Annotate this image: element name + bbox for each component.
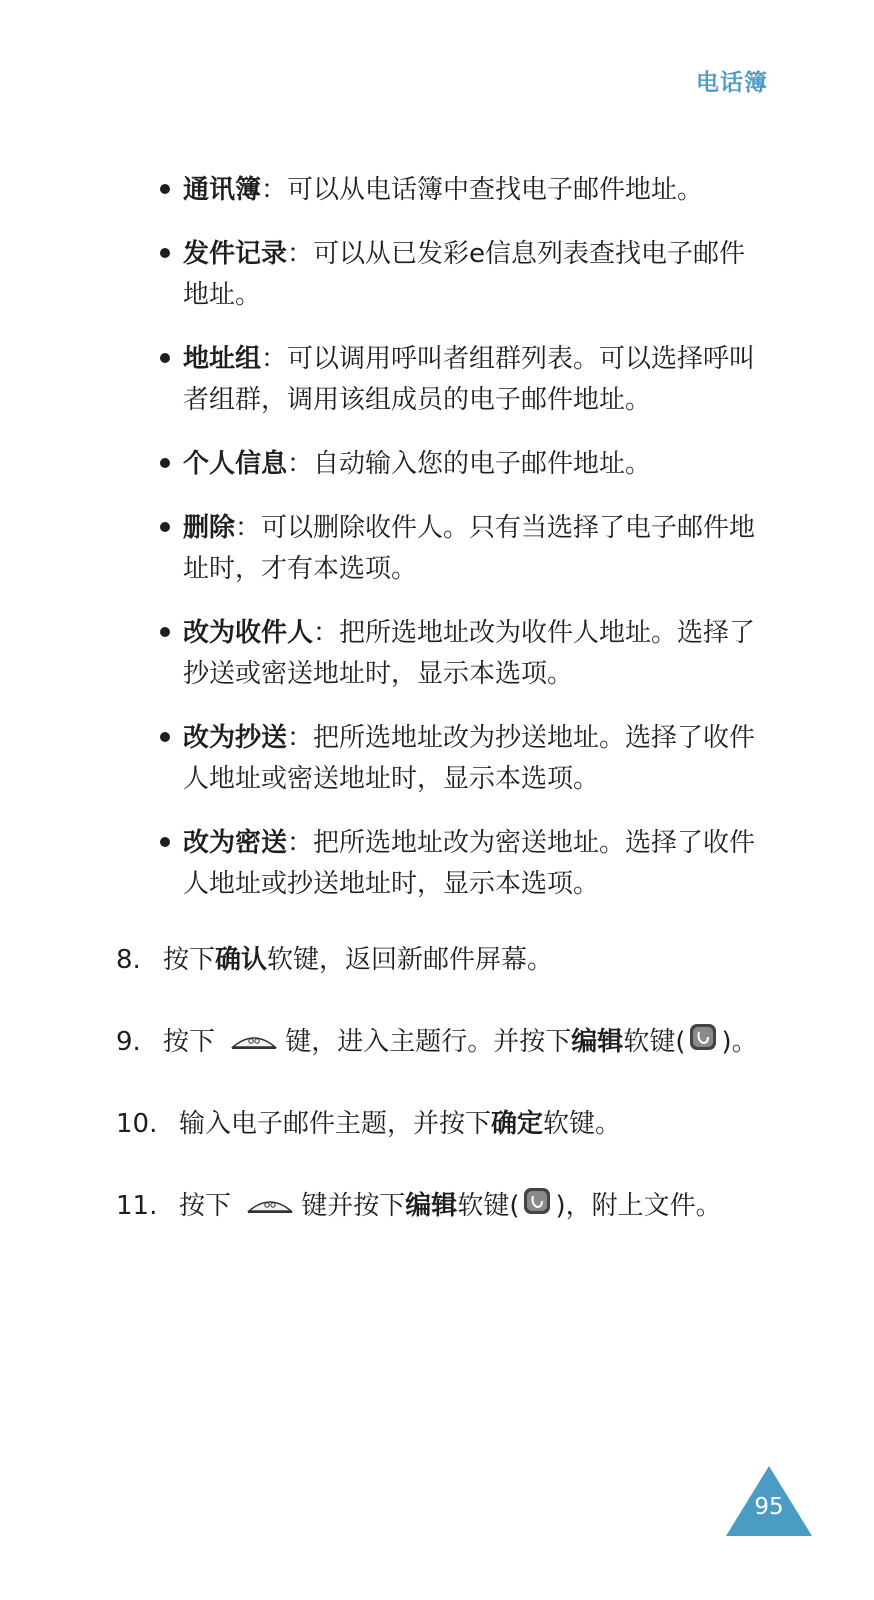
softkey-label: 编辑 [405,1191,458,1221]
list-item [160,718,760,800]
step-list [116,938,796,1266]
bullet-dot [160,627,170,637]
bullet-dot [160,248,170,258]
step-text: 按下 [163,1027,216,1057]
step-number: 10. [116,1109,158,1139]
step-9 [116,1020,796,1064]
softkey-label: 确定 [491,1109,544,1139]
bullet-dot [160,522,170,532]
option-term: 删除 [183,513,236,543]
option-desc: ：可以删除收件人。只有当选择了电子邮件地址时，才有本选项。 [183,513,756,584]
option-desc: ：可以从电话簿中查找电子邮件地址。 [261,175,704,205]
step-number: 9. [116,1027,141,1057]
option-desc: ：自动输入您的电子邮件地址。 [287,449,652,479]
bullet-dot [160,732,170,742]
list-item [160,234,760,316]
option-term: 改为抄送 [183,723,288,753]
step-8 [116,938,796,982]
page-number: 95 [754,1494,784,1520]
option-term: 发件记录 [183,239,288,269]
step-11 [116,1184,796,1228]
soft-key-icon [523,1185,551,1229]
step-text: 软键。 [543,1109,622,1139]
softkey-label: 编辑 [571,1027,624,1057]
list-item [160,823,760,905]
bullet-dot [160,184,170,194]
option-term: 改为收件人 [183,618,314,648]
list-item [160,613,760,695]
option-term: 地址组 [183,344,262,374]
list-item [160,444,760,485]
softkey-label: 确认 [215,945,268,975]
step-text: 键并按下 [301,1191,406,1221]
step-number: 11. [116,1191,158,1221]
step-10 [116,1102,796,1146]
option-term: 通讯簿 [183,175,262,205]
option-desc: ：可以从已发彩e信息列表查找电子邮件地址。 [183,239,746,310]
bullet-dot [160,353,170,363]
bullet-dot [160,837,170,847]
navigation-key-icon [231,1021,277,1065]
list-item [160,508,760,590]
step-text: 按下 [179,1191,232,1221]
list-item [160,170,760,211]
step-number: 8. [116,945,141,975]
step-text: 按下 [163,945,216,975]
option-term: 改为密送 [183,828,288,858]
bullet-dot [160,458,170,468]
section-title: 电话簿 [696,70,768,96]
step-text: 软键( [623,1027,686,1057]
option-term: 个人信息 [183,449,288,479]
soft-key-icon [689,1021,717,1065]
step-text: 软键，返回新邮件屏幕。 [267,945,554,975]
navigation-key-icon [247,1185,293,1229]
step-text: 软键( [457,1191,520,1221]
option-desc: ：把所选地址改为收件人地址。选择了抄送或密送地址时，显示本选项。 [183,618,756,689]
option-desc: ：把所选地址改为抄送地址。选择了收件人地址或密送地址时，显示本选项。 [183,723,756,794]
option-list [160,170,760,928]
step-text: 输入电子邮件主题，并按下 [179,1109,492,1139]
step-text: )。 [721,1027,758,1057]
step-text: 键，进入主题行。并按下 [285,1027,572,1057]
option-desc: ：可以调用呼叫者组群列表。可以选择呼叫者组群，调用该组成员的电子邮件地址。 [183,344,756,415]
step-text: )，附上文件。 [555,1191,722,1221]
option-desc: ：把所选地址改为密送地址。选择了收件人地址或抄送地址时，显示本选项。 [183,828,756,899]
list-item [160,339,760,421]
